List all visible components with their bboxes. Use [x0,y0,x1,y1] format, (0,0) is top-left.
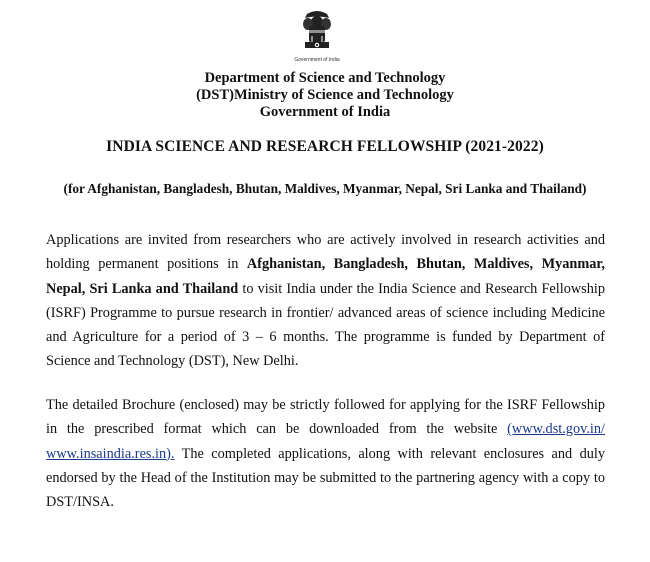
emblem-caption: Government of India [294,57,340,63]
department-name: Department of Science and Technology [204,70,446,86]
para1-text-start: Applications are invited from researchers who are actively involved in research activities and holding permanent positions in [46,232,605,273]
para1-text-end: to visit India under the India Science and Research Fellowship (ISRF) Programme to pursue research in frontier/ advanced areas of science including Medicine and Agriculture for a period of 3 – 6 months. The programme is funded by Department of Science and Technology (DST), New Delhi. [46,280,605,370]
para2-text-end: The completed applications, along with relevant enclosures and duly endorsed by the Head of the Institution may be submitted to the partnering agency with a copy to DST/INSA. [46,445,605,511]
government-name: Government of India [259,104,391,120]
website-link[interactable]: (www.dst.gov.in/ www.insaindia.res.in). [46,421,605,462]
page-title: INDIA SCIENCE AND RESEARCH FELLOWSHIP (2021-2022) [106,138,544,155]
paragraph-applications [46,228,605,374]
para2-text-start: The detailed Brochure (enclosed) may be strictly followed for applying for the ISRF Fellowship in the prescribed format which can be downloaded from the website [46,397,605,438]
para1-countries: Afghanistan, Bangladesh, Bhutan, Maldives, Myanmar, Nepal, Sri Lanka and Thailand [46,256,605,297]
ministry-name: (DST)Ministry of Science and Technology [196,87,454,103]
paragraph-brochure [46,393,605,514]
page-subtitle: (for Afghanistan, Bangladesh, Bhutan, Maldives, Myanmar, Nepal, Sri Lanka and Thailand) [63,181,587,196]
